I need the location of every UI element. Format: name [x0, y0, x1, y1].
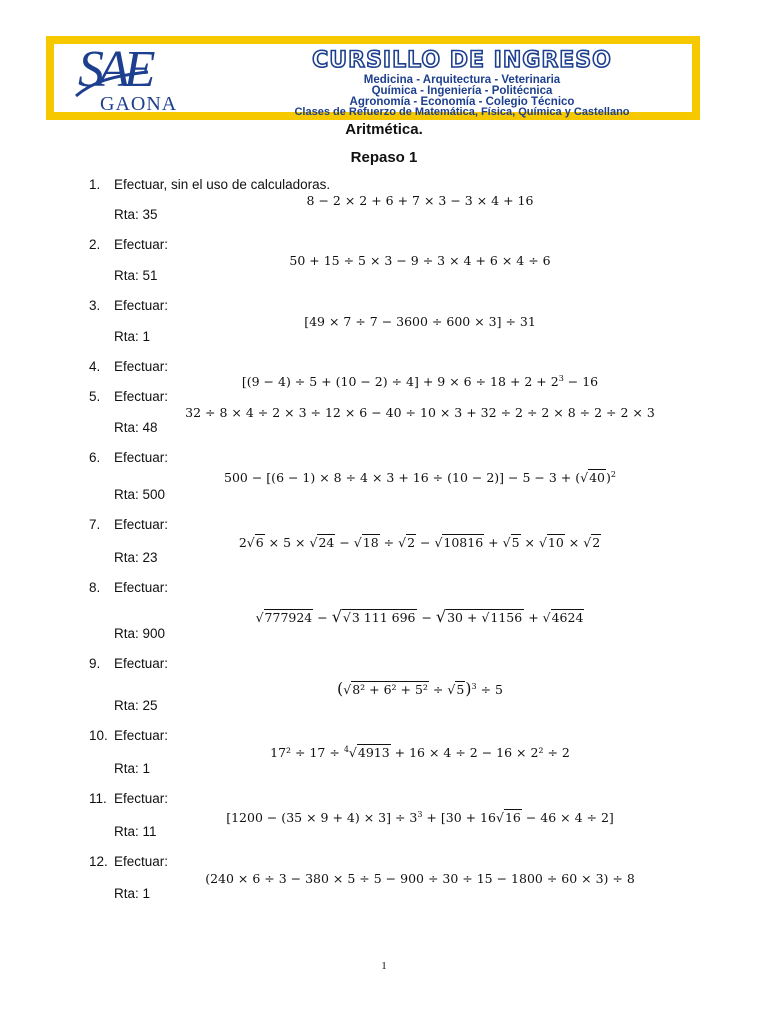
- exercise-label: Efectuar:: [114, 298, 169, 313]
- exercise-expression: $[1200 - (35 \times 9 + 4) \times 3] \div 3^3 + [30 + 16√16 - 46 \times 4 \div 2]$: [226, 810, 614, 825]
- exercise-label: Efectuar:: [114, 791, 169, 806]
- exercise-expression: 2√6 × 5 × √24 − √18 ÷ √2 − √10816 + √5 × √10 × √2: [238, 535, 601, 550]
- exercise-answer: Rta: 48: [114, 420, 158, 435]
- exercise-label: Efectuar:: [114, 580, 169, 595]
- document-subtitle: Repaso 1: [350, 149, 418, 166]
- expr-part: −: [417, 610, 436, 625]
- exercise-expression: 8 − 2 × 2 + 6 + 7 × 3 − 3 × 4 + 16: [306, 193, 534, 208]
- radicand: 10: [547, 535, 564, 550]
- radicand: 16: [504, 810, 521, 825]
- exercise-number: 6.: [89, 450, 101, 465]
- root-index: 4: [343, 745, 349, 754]
- expr-exponent: 3: [417, 810, 423, 819]
- radicand: 4913: [357, 745, 390, 760]
- exercise-number: 2.: [89, 237, 101, 252]
- expr-part: + 16 × 4 ÷ 2 − 16 × 2² ÷ 2: [390, 745, 570, 760]
- exercise-answer: Rta: 900: [114, 626, 166, 641]
- exercise-label: Efectuar:: [114, 728, 169, 743]
- expr-part: × 5 ×: [264, 535, 310, 550]
- exercise-answer: Rta: 500: [114, 487, 166, 502]
- exercise-label: Efectuar:: [114, 450, 169, 465]
- exercise-expression: √777924 − √√3 111 696 − √30 + √1156 + √4624: [255, 607, 584, 626]
- expr-part: (: [336, 679, 344, 698]
- exercise-answer: Rta: 11: [114, 824, 157, 839]
- expr-part: ×: [520, 535, 539, 550]
- exercise-expression: $(√8^2 + 6^2 + 5^2 \div √5)^3 \div 5$: [336, 679, 503, 698]
- expr-part: +: [524, 610, 543, 625]
- radicand: 1156: [490, 610, 523, 625]
- expr-part: ): [605, 470, 611, 485]
- exercise-number: 4.: [89, 359, 101, 374]
- expr-part: +: [484, 535, 503, 550]
- exercise-expression: (240 × 6 ÷ 3 − 380 × 5 ÷ 5 − 900 ÷ 30 ÷ 15 − 1800 ÷ 60 × 3) ÷ 8: [205, 871, 635, 886]
- exercise-expression: 50 + 15 ÷ 5 × 3 − 9 ÷ 3 × 4 + 6 × 4 ÷ 6: [289, 253, 551, 268]
- exercise-answer: Rta: 23: [114, 550, 158, 565]
- expr-part: ÷: [428, 682, 448, 697]
- expr-exponent: 3: [558, 374, 564, 383]
- exercise-answer: Rta: 1: [114, 886, 151, 901]
- banner-line-3: Agronomía - Economía - Colegio Técnico: [349, 96, 575, 108]
- header-banner: [46, 36, 700, 120]
- expr-part: + [30 + 16: [422, 810, 496, 825]
- expr-part: [1200 − (35 × 9 + 4) × 3] ÷ 3: [226, 810, 418, 825]
- banner-title: CURSILLO DE INGRESO: [312, 48, 612, 73]
- banner-line-2: Química - Ingeniería - Politécnica: [371, 85, 553, 97]
- sae-logo: [72, 41, 222, 115]
- exercise-number: 12.: [89, 854, 108, 869]
- expr-part: 30 +: [447, 610, 482, 625]
- radicand: 8² + 6² + 5²: [352, 682, 428, 697]
- expr-part: −: [313, 610, 332, 625]
- exercise-label: Efectuar:: [114, 517, 169, 532]
- exercise-label: Efectuar, sin el uso de calculadoras.: [114, 177, 331, 192]
- expr-part: − 46 × 4 ÷ 2]: [521, 810, 614, 825]
- exercise-number: 10.: [89, 728, 108, 743]
- exercise-number: 5.: [89, 389, 101, 404]
- radicand: 2: [407, 535, 416, 550]
- exercise-answer: Rta: 51: [114, 268, 158, 283]
- radicand: 6: [255, 535, 264, 550]
- exercise-number: 9.: [89, 656, 101, 671]
- expr-part: −: [416, 535, 435, 550]
- radicand: 777924: [264, 610, 313, 625]
- expr-part: ÷: [379, 535, 399, 550]
- banner-line-4: Clases de Refuerzo de Matemática, Física, Química y Castellano: [294, 106, 630, 118]
- expr-part: ): [465, 679, 472, 698]
- exercise-number: 1.: [89, 177, 101, 192]
- exercise-expression: 32 ÷ 8 × 4 ÷ 2 × 3 ÷ 12 × 6 − 40 ÷ 10 × 3 + 32 ÷ 2 ÷ 2 × 8 ÷ 2 ÷ 2 × 3: [185, 405, 655, 420]
- expr-part: 17² ÷ 17 ÷: [270, 745, 344, 760]
- radicand: 3 111 696: [351, 610, 416, 625]
- exercise-number: 3.: [89, 298, 101, 313]
- exercise-answer: Rta: 1: [114, 329, 151, 344]
- exercise-label: Efectuar:: [114, 854, 169, 869]
- radicand: 5: [456, 682, 465, 697]
- exercise-label: Efectuar:: [114, 656, 169, 671]
- logo-subtitle: GAONA: [100, 93, 178, 115]
- exercise-expression: $500 - [(6 - 1) \times 8 \div 4 \times 3 + 16 \div (10 - 2)] - 5 - 3 + (√40)^2$: [224, 470, 616, 485]
- expr-part: [(9 − 4) ÷ 5 + (10 − 2) ÷ 4] + 9 × 6 ÷ 18 + 2 + 2: [241, 374, 559, 389]
- page-number: 1: [381, 960, 387, 972]
- exercise-label: Efectuar:: [114, 359, 169, 374]
- expr-exponent: 3: [471, 682, 477, 691]
- banner-line-1: Medicina - Arquitectura - Veterinaria: [363, 74, 561, 86]
- radicand: 10816: [443, 535, 484, 550]
- logo-mark: SAE: [78, 41, 150, 98]
- exercise-expression: [49 × 7 ÷ 7 − 3600 ÷ 600 × 3] ÷ 31: [304, 314, 536, 329]
- header-inner: [54, 41, 692, 118]
- radicand: 2: [592, 535, 601, 550]
- exercise-number: 7.: [89, 517, 101, 532]
- exercise-answer: Rta: 25: [114, 698, 158, 713]
- expr-exponent: 2: [610, 470, 616, 479]
- exercise-answer: Rta: 35: [114, 207, 158, 222]
- document-title: Aritmética.: [345, 121, 423, 138]
- expr-part: 2: [238, 535, 247, 550]
- radicand: 18: [362, 535, 379, 550]
- expr-part: −: [335, 535, 354, 550]
- exercise-number: 11.: [89, 791, 107, 806]
- radicand: 5: [511, 535, 520, 550]
- exercise-label: Efectuar:: [114, 389, 169, 404]
- exercise-answer: Rta: 1: [114, 761, 151, 776]
- radicand: 4624: [551, 610, 584, 625]
- radicand: 40: [589, 470, 605, 485]
- exercise-number: 8.: [89, 580, 101, 595]
- exercise-expression: 17² ÷ 17 ÷ $^4$√4913 + 16 × 4 ÷ 2 − 16 × 2² ÷ 2: [270, 745, 570, 760]
- expr-part: 500 − [(6 − 1) × 8 ÷ 4 × 3 + 16 ÷ (10 − 2)] − 5 − 3 + (: [224, 470, 581, 485]
- expr-part: ÷ 5: [476, 682, 503, 697]
- radicand: 24: [318, 535, 335, 550]
- expr-part: − 16: [563, 374, 599, 389]
- exercise-label: Efectuar:: [114, 237, 169, 252]
- exercise-expression: [100, 374, 740, 389]
- expr-part: ×: [564, 535, 584, 550]
